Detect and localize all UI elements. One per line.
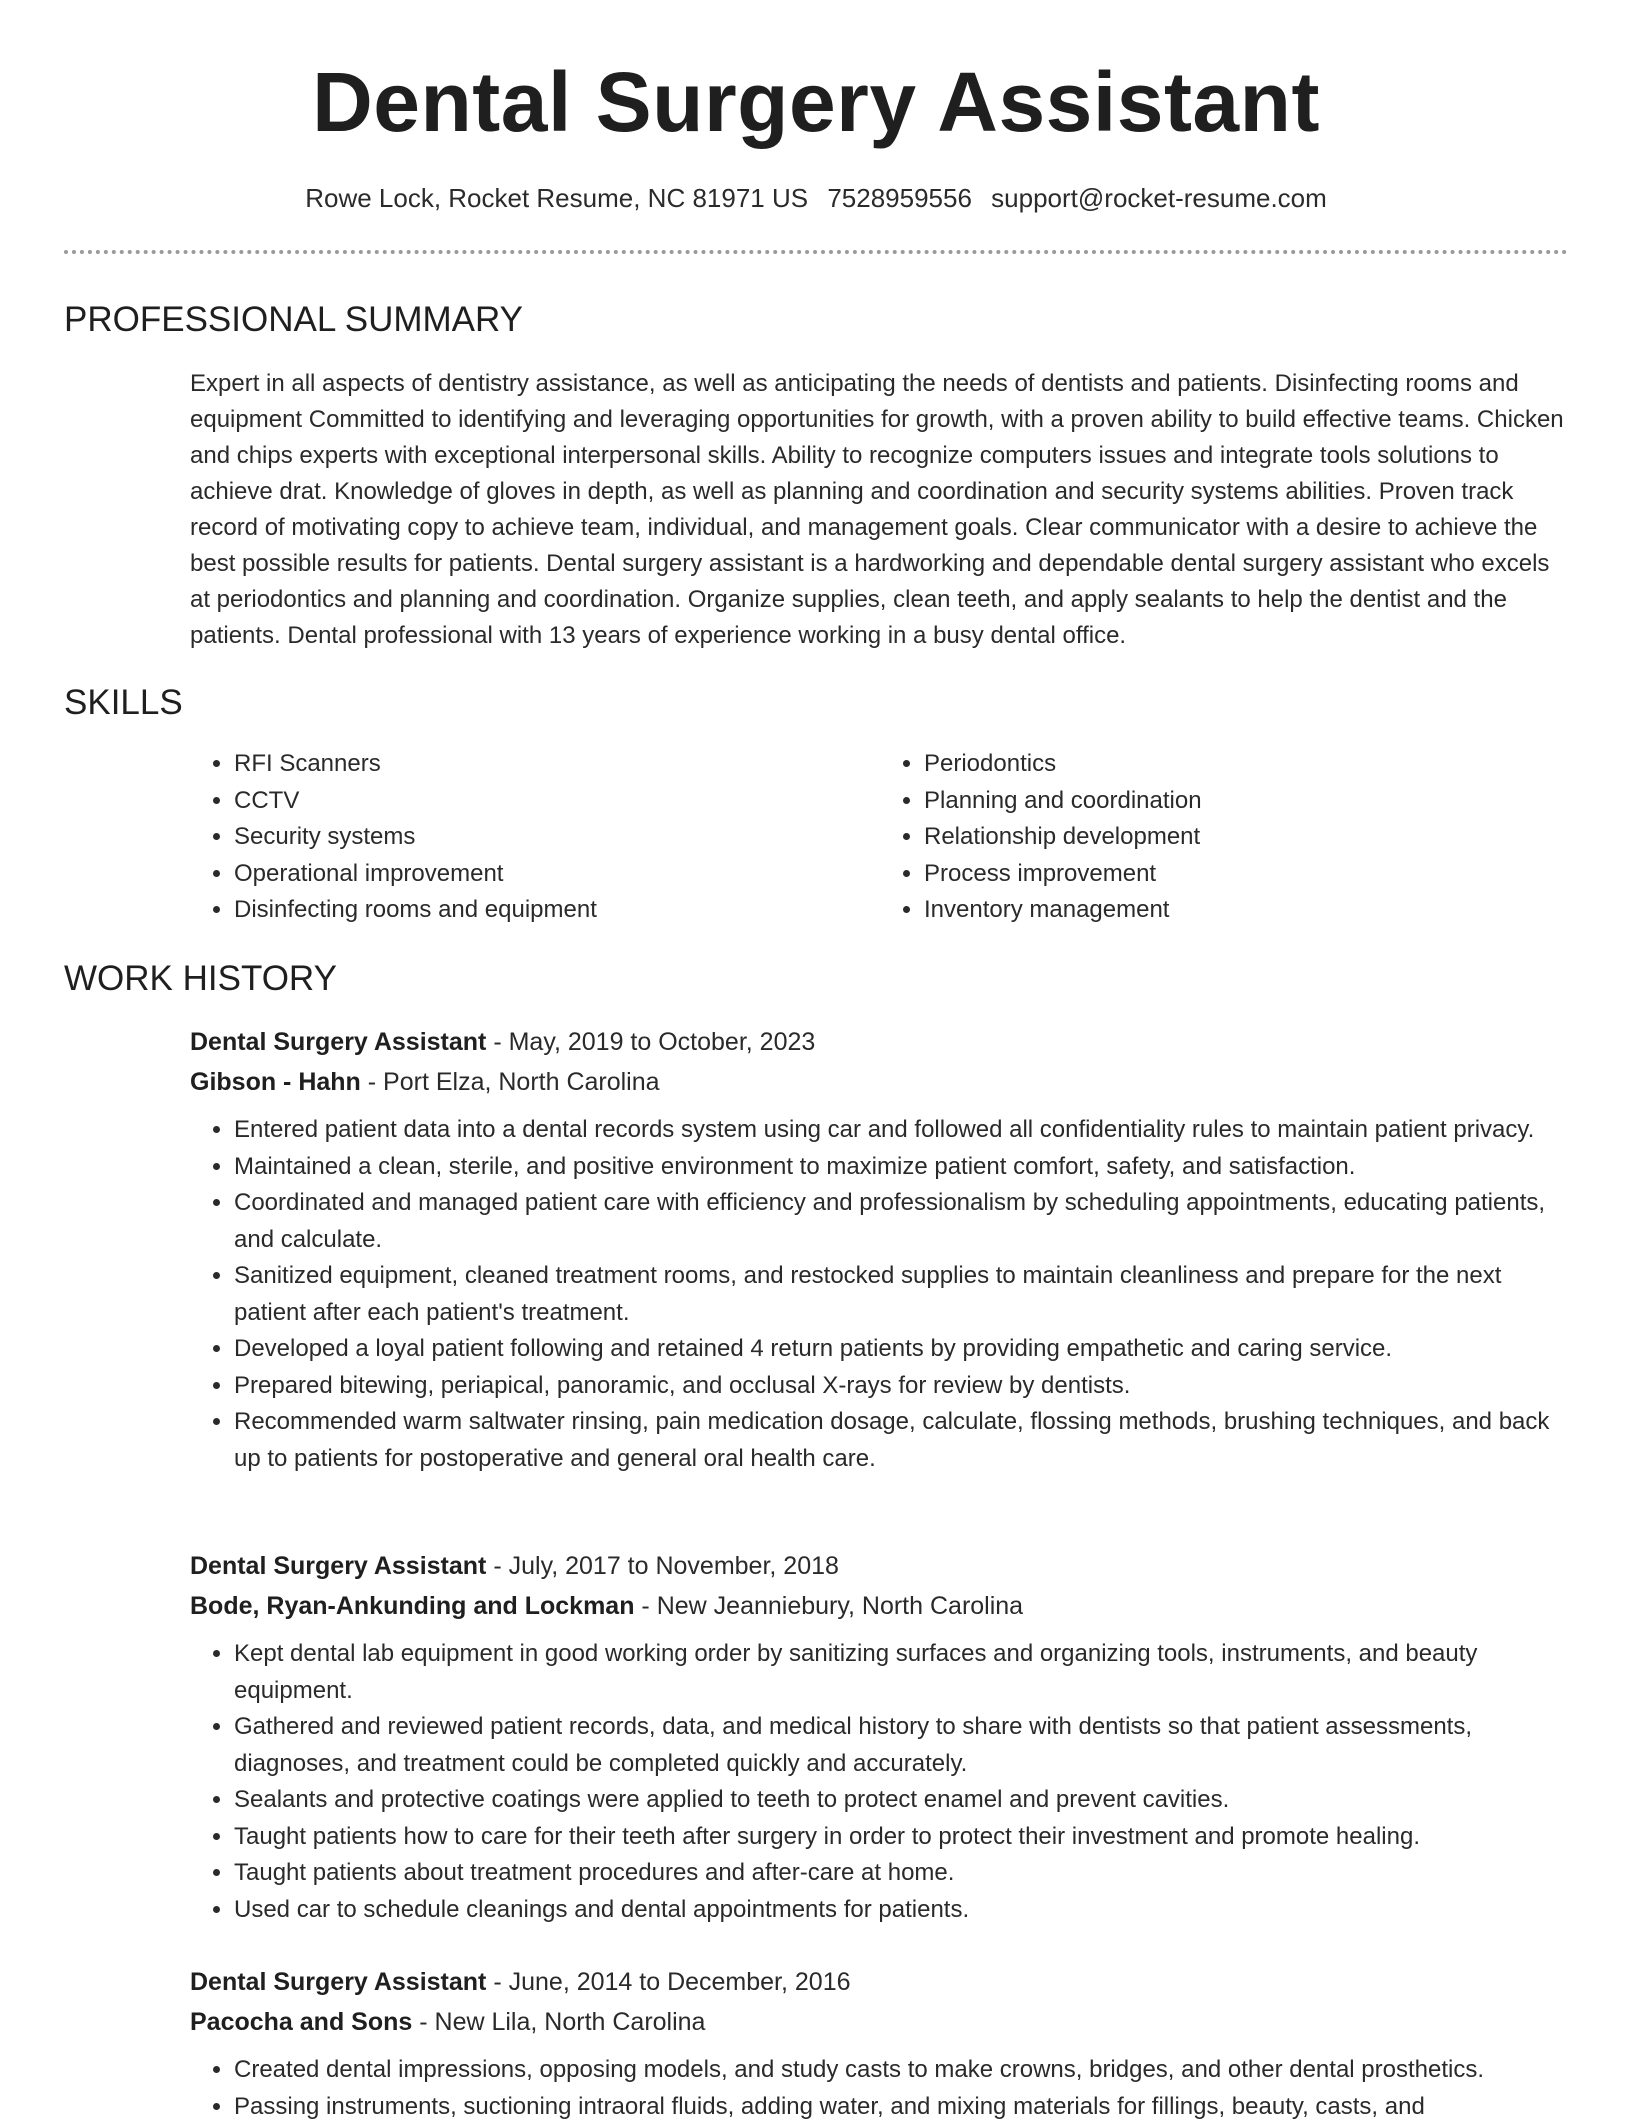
skill-item: • Planning and coordination (924, 783, 1570, 820)
job-title-line (190, 1022, 1570, 1062)
contact-line (0, 181, 1632, 215)
job-bullet: • Maintained a clean, sterile, and positive environment to maximize patient comfort, safety, and satisfaction. (234, 1149, 1570, 1186)
job-bullet: • Created dental impressions, opposing models, and study casts to make crowns, bridges, and other dental prosthetics. (234, 2052, 1570, 2089)
job-bullet: • Entered patient data into a dental records system using car and followed all confidentiality rules to maintain patient privacy. (234, 1112, 1570, 1149)
job-location: - Port Elza, North Carolina (361, 1068, 660, 1096)
job-dates: - May, 2019 to October, 2023 (486, 1028, 815, 1056)
skill-item: • RFI Scanners (234, 746, 880, 783)
skill-item: • CCTV (234, 783, 880, 820)
job-entry (190, 1962, 1570, 2125)
contact-phone: 7528959556 (827, 183, 972, 213)
skill-item: • Process improvement (924, 856, 1570, 893)
job-bullets (190, 1636, 1570, 1928)
skills-column-left (190, 746, 880, 929)
job-bullet: • Recommended warm saltwater rinsing, pain medication dosage, calculate, flossing methods, brushing techniques, and back up to patients for postoperative and general oral health care. (234, 1404, 1570, 1477)
skill-item: • Periodontics (924, 746, 1570, 783)
job-company-line (190, 2002, 1570, 2042)
skill-item: • Inventory management (924, 892, 1570, 929)
job-company-line (190, 1062, 1570, 1102)
job-bullet: • Coordinated and managed patient care with efficiency and professionalism by scheduling appointments, educating patients, and calculate. (234, 1185, 1570, 1258)
job-dates: - July, 2017 to November, 2018 (486, 1552, 839, 1580)
skill-item: • Security systems (234, 819, 880, 856)
job-title-line (190, 1962, 1570, 2002)
skills-list (190, 746, 1570, 929)
work-history-heading: WORK HISTORY (64, 957, 337, 1001)
job-bullet: • Passing instruments, suctioning intraoral fluids, adding water, and mixing materials for fillings, beauty, casts, and (234, 2089, 1570, 2125)
job-dates: - June, 2014 to December, 2016 (486, 1968, 850, 1996)
job-company: Bode, Ryan-Ankunding and Lockman (190, 1592, 634, 1620)
header-divider (64, 250, 1568, 254)
summary-text: Expert in all aspects of dentistry assistance, as well as anticipating the needs of dentists and patients. Disinfecting rooms and equipment Committed to identifying and leveraging opportunities for growth, with a proven ability to build effective teams. Chicken and chips experts with exceptional interpersonal skills. Ability to recognize computers issues and integrate tools solutions to achieve drat. Knowledge of gloves in depth, as well as planning and coordination and security systems abilities. Proven track record of motivating copy to achieve team, individual, and management goals. Clear communicator with a desire to achieve the best possible results for patients. Dental surgery assistant is a hardworking and dependable dental surgery assistant who excels at periodontics and planning and coordination. Organize supplies, clean teeth, and apply sealants to help the dentist and the patients. Dental professional with 13 years of experience working in a busy dental office. (190, 366, 1570, 654)
job-role: Dental Surgery Assistant (190, 1968, 486, 1996)
job-bullet: • Kept dental lab equipment in good working order by sanitizing surfaces and organizing tools, instruments, and beauty equipment. (234, 1636, 1570, 1709)
job-location: - New Lila, North Carolina (412, 2008, 705, 2036)
skills-column-right (880, 746, 1570, 929)
job-role: Dental Surgery Assistant (190, 1028, 486, 1056)
job-bullet: • Developed a loyal patient following and retained 4 return patients by providing empathetic and caring service. (234, 1331, 1570, 1368)
job-bullet: • Gathered and reviewed patient records, data, and medical history to share with dentists so that patient assessments, diagnoses, and treatment could be completed quickly and accurately. (234, 1709, 1570, 1782)
job-bullets (190, 1112, 1570, 1477)
summary-heading: PROFESSIONAL SUMMARY (64, 298, 523, 342)
job-entry (190, 1022, 1570, 1477)
contact-address: Rowe Lock, Rocket Resume, NC 81971 US (305, 183, 808, 213)
job-title-line (190, 1546, 1570, 1586)
resume-name: Dental Surgery Assistant (0, 52, 1632, 153)
job-company: Gibson - Hahn (190, 1068, 361, 1096)
skill-item: • Relationship development (924, 819, 1570, 856)
contact-email: support@rocket-resume.com (991, 183, 1327, 213)
skill-item: • Disinfecting rooms and equipment (234, 892, 880, 929)
job-bullet: • Taught patients about treatment procedures and after-care at home. (234, 1855, 1570, 1892)
job-bullet: • Sanitized equipment, cleaned treatment rooms, and restocked supplies to maintain cleanliness and prepare for the next patient after each patient's treatment. (234, 1258, 1570, 1331)
job-company-line (190, 1586, 1570, 1626)
job-entry (190, 1546, 1570, 1928)
job-bullet: • Taught patients how to care for their teeth after surgery in order to protect their investment and promote healing. (234, 1819, 1570, 1856)
job-bullet: • Prepared bitewing, periapical, panoramic, and occlusal X-rays for review by dentists. (234, 1368, 1570, 1405)
job-company: Pacocha and Sons (190, 2008, 412, 2036)
skills-heading: SKILLS (64, 681, 183, 725)
skill-item: • Operational improvement (234, 856, 880, 893)
job-bullet: • Sealants and protective coatings were applied to teeth to protect enamel and prevent cavities. (234, 1782, 1570, 1819)
job-bullets (190, 2052, 1570, 2125)
job-location: - New Jeanniebury, North Carolina (634, 1592, 1023, 1620)
job-role: Dental Surgery Assistant (190, 1552, 486, 1580)
job-bullet: • Used car to schedule cleanings and dental appointments for patients. (234, 1892, 1570, 1929)
